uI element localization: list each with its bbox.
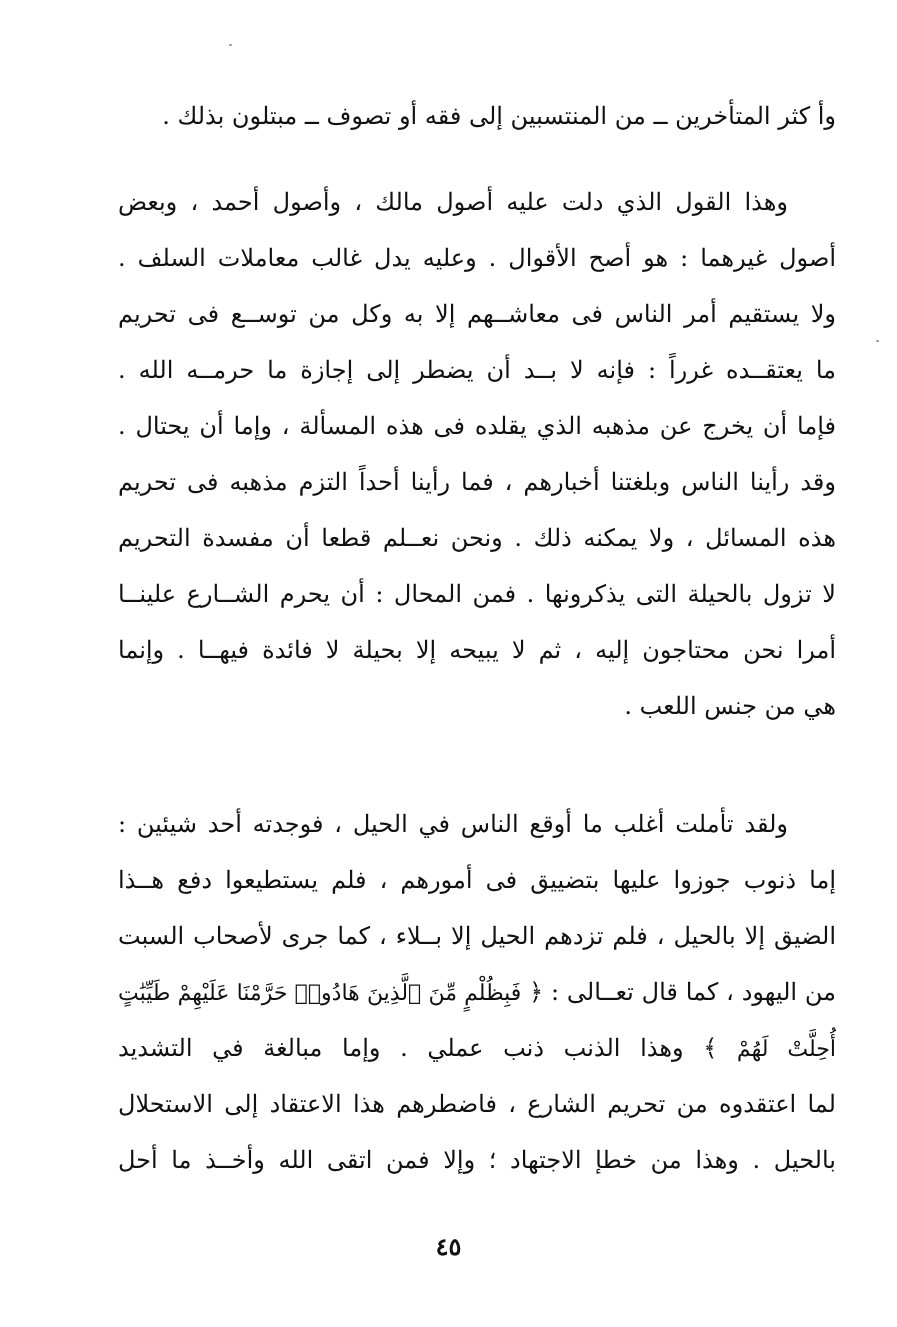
page-number: ٤٥ xyxy=(435,1232,462,1261)
quran-verse-part-2: أُحِلَّتْ لَهُمْ xyxy=(736,1037,836,1062)
paragraph-3-line-2: إما ذنوب جوزوا عليها بتضييق فى أمورهم ، فلم يستطيعوا دفع هــذا xyxy=(118,866,836,894)
paragraph-2-line-5: فإما أن يخرج عن مذهبه الذي يقلده فى هذه المسألة ، وإما أن يحتال . xyxy=(118,412,836,440)
print-speck xyxy=(876,340,879,342)
paragraph-2-line-6: وقد رأينا الناس وبلغتنا أخبارهم ، فما رأينا أحداً التزم مذهبه فى تحريم xyxy=(118,468,836,496)
paragraph-2-line-3: ولا يستقيم أمر الناس فى معاشــهم إلا به وكل من توســع فى تحريم xyxy=(118,300,836,328)
paragraph-2-line-4: ما يعتقــده غرراً : فإنه لا بــد أن يضطر إلى إجازة ما حرمــه الله . xyxy=(118,356,836,384)
paragraph-3-line-7: بالحيل . وهذا من خطإ الاجتهاد ؛ وإلا فمن اتقى الله وأخــذ ما أحل xyxy=(118,1146,836,1174)
paragraph-3-line-1: ولقد تأملت أغلب ما أوقع الناس في الحيل ، فوجدته أحد شيئين : xyxy=(118,810,788,838)
paragraph-3-line-6: لما اعتقدوه من تحريم الشارع ، فاضطرهم هذا الاعتقاد إلى الاستحلال xyxy=(118,1090,836,1118)
paragraph-3-line-5 xyxy=(118,1020,836,1076)
paragraph-2-line-7: هذه المسائل ، ولا يمكنه ذلك . ونحن نعــلم قطعا أن مفسدة التحريم xyxy=(118,524,836,552)
paragraph-3-line-4-text: من اليهود ، كما قال تعــالى : ﴿ xyxy=(529,978,836,1006)
paragraph-3-line-5-text: ﴾ وهذا الذنب ذنب عملي . وإما مبالغة في التشديد xyxy=(118,1034,718,1062)
paragraph-2 xyxy=(118,174,836,734)
paragraph-1-line-1: وأ كثر المتأخرين ــ من المنتسبين إلى فقه أو تصوف ــ مبتلون بذلك . xyxy=(162,102,836,130)
paragraph-3-line-3: الضيق إلا بالحيل ، فلم تزدهم الحيل إلا بــلاء ، كما جرى لأصحاب السبت xyxy=(118,922,836,950)
quran-verse-part-1: فَبِظُلْمٍ مِّنَ ٱلَّذِينَ هَادُوا۟ حَرَّمْنَا عَلَيْهِمْ طَيِّبَٰتٍ xyxy=(118,981,522,1006)
paragraph-2-line-10: هي من جنس اللعب . xyxy=(624,692,836,720)
paragraph-2-line-9: أمرا نحن محتاجون إليه ، ثم لا يبيحه إلا بحيلة لا فائدة فيهــا . وإنما xyxy=(118,636,836,664)
paragraph-2-line-2: أصول غيرهما : هو أصح الأقوال . وعليه يدل غالب معاملات السلف . xyxy=(118,244,836,272)
paragraph-2-line-8: لا تزول بالحيلة التى يذكرونها . فمن المحال : أن يحرم الشــارع علينــا xyxy=(118,580,836,608)
paragraph-1 xyxy=(118,88,836,144)
paragraph-3-line-4 xyxy=(118,964,836,1020)
print-speck xyxy=(229,44,232,46)
paragraph-3 xyxy=(118,796,836,1188)
paragraph-2-line-1: وهذا القول الذي دلت عليه أصول مالك ، وأصول أحمد ، وبعض xyxy=(118,188,788,216)
